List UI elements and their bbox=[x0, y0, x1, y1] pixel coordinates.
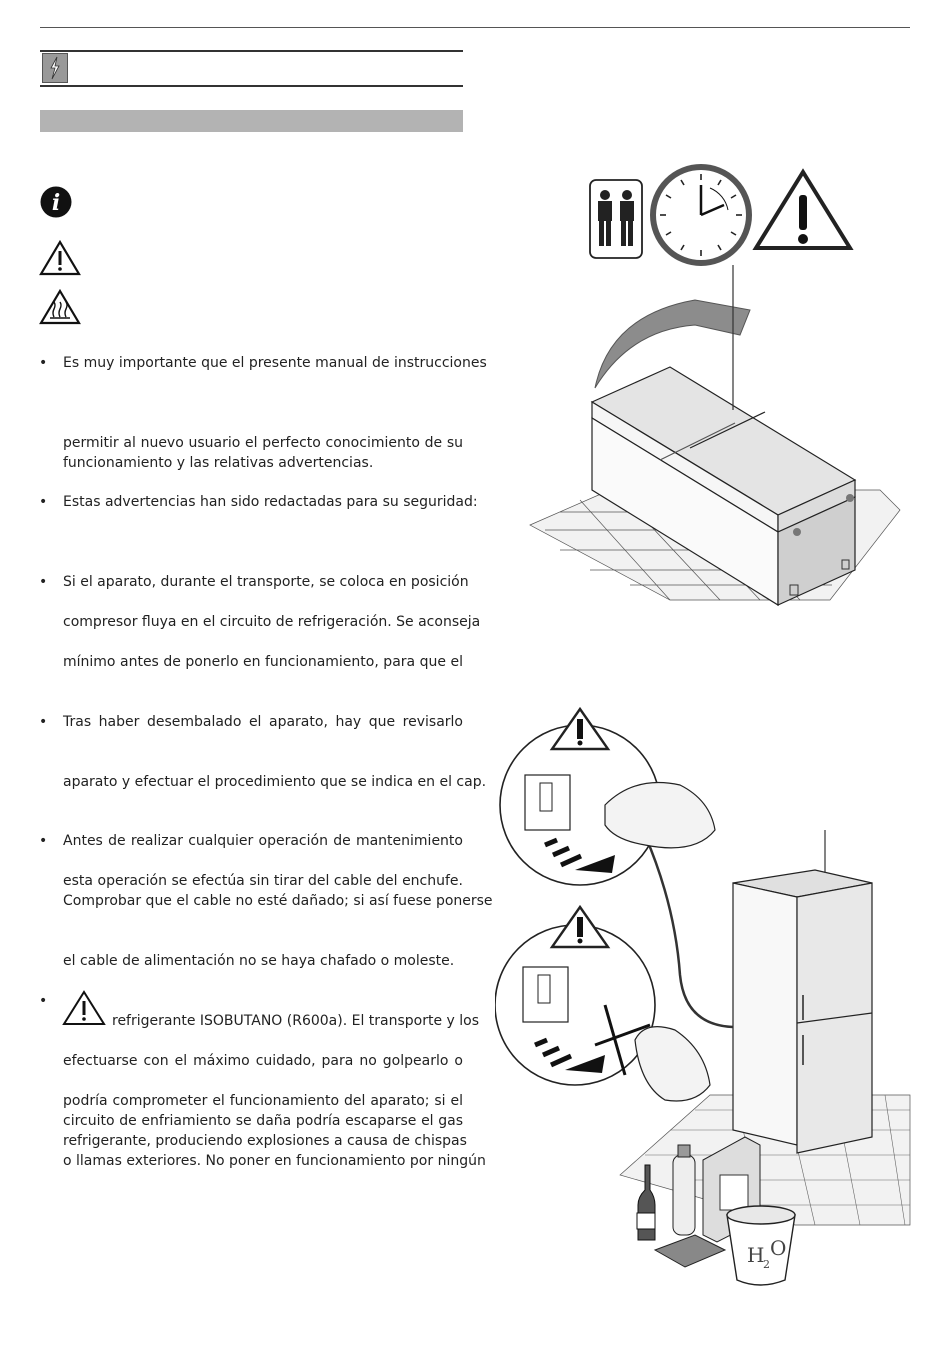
svg-text:i: i bbox=[51, 190, 61, 216]
text-line: refrigerante ISOBUTANO (R600a). El transporte y los bbox=[112, 1013, 480, 1029]
text-line: Comprobar que el cable no esté dañado; si así fuese ponerse bbox=[63, 893, 493, 909]
info-icon bbox=[40, 186, 72, 222]
section-gray-bar bbox=[40, 110, 463, 132]
text-line: esta operación se efectúa sin tirar del cable del enchufe. bbox=[63, 873, 463, 889]
text-line: efectuarse con el máximo cuidado, para no golpearlo o bbox=[63, 1053, 463, 1069]
bullet: • bbox=[39, 355, 48, 371]
lightning-warning-icon bbox=[42, 53, 68, 83]
bullet: • bbox=[39, 714, 48, 730]
text-line: o llamas exteriores. No poner en funcionamiento por ningún bbox=[63, 1153, 486, 1169]
text-line: Estas advertencias han sido redactadas para su seguridad: bbox=[63, 494, 478, 510]
text-line: permitir al nuevo usuario el perfecto conocimiento de su bbox=[63, 435, 463, 451]
bullet: • bbox=[39, 494, 48, 510]
text-line: aparato y efectuar el procedimiento que se indica en el cap. bbox=[63, 774, 487, 790]
section-rule-bottom bbox=[40, 85, 463, 87]
text-line: circuito de enfriamiento se daña podría escaparse el gas bbox=[63, 1113, 463, 1129]
warning-triangle-icon bbox=[39, 240, 81, 280]
bullet: • bbox=[39, 574, 48, 590]
text-line: refrigerante, produciendo explosiones a causa de chispas bbox=[63, 1133, 467, 1149]
text-line: mínimo antes de ponerlo en funcionamiento, para que el bbox=[63, 654, 463, 670]
text-line: Tras haber desembalado el aparato, hay que revisarlo bbox=[63, 714, 463, 730]
text-line: Es muy importante que el presente manual de instrucciones bbox=[63, 355, 487, 371]
bucket-o: O bbox=[770, 1236, 787, 1260]
text-line: Si el aparato, durante el transporte, se coloca en posición bbox=[63, 574, 469, 590]
text-line: el cable de alimentación no se haya chafado o moleste. bbox=[63, 953, 455, 969]
bullet: • bbox=[39, 993, 48, 1009]
text-line: Antes de realizar cualquier operación de mantenimiento bbox=[63, 833, 463, 849]
text-line: podría comprometer el funcionamiento del aparato; si el bbox=[63, 1093, 463, 1109]
top-rule bbox=[40, 27, 910, 28]
fridge-unplug-cleaning-illustration bbox=[495, 705, 915, 1305]
warning-triangle-icon bbox=[62, 990, 106, 1030]
section-rule-top bbox=[40, 50, 463, 52]
bullet: • bbox=[39, 833, 48, 849]
hot-surface-icon bbox=[39, 289, 81, 329]
bucket-subscript: 2 bbox=[763, 1258, 770, 1271]
text-line: compresor fluya en el circuito de refrigeración. Se aconseja bbox=[63, 614, 481, 630]
bucket-label: H bbox=[747, 1243, 765, 1267]
text-line: funcionamiento y las relativas advertencias. bbox=[63, 455, 374, 471]
freezer-installation-illustration bbox=[520, 160, 910, 610]
